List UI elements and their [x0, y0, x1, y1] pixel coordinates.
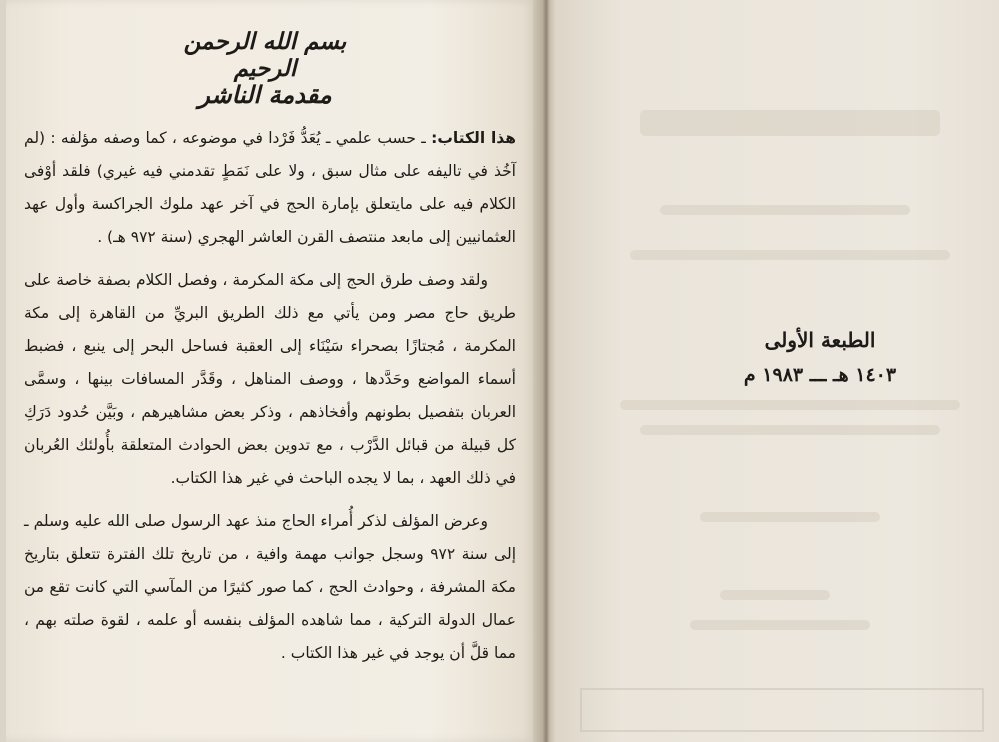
bleed-through-mark: [720, 590, 830, 600]
bleed-through-mark: [630, 250, 950, 260]
book-binding: [533, 0, 557, 742]
paragraph-3: [24, 505, 516, 670]
publisher-introduction-title: مقدمة الناشر: [198, 80, 332, 109]
introduction-body: [24, 122, 516, 680]
basmala-heading: بسم الله الرحمن الرحيم: [183, 28, 347, 82]
paragraph-2: [24, 264, 516, 495]
bleed-through-frame: [580, 688, 984, 732]
bleed-through-mark: [620, 400, 960, 410]
edition-label: الطبعة الأولى: [764, 328, 876, 352]
bleed-through-mark: [640, 110, 940, 136]
paragraph-text: وعرض المؤلف لذكر أُمراء الحاج منذ عهد الرسول صلى الله عليه وسلم ـ إلى سنة ٩٧٢ وسجل جوانب مهمة وافية ، من تاريخ تلك الفترة تتعلق بتاريخ مكة المشرفة ، وحوادث الحج ، كما صور كثيرًا من المآسي التي كانت تقع من عمال الدولة التركية ، مما شاهده المؤلف بنفسه أو علمه ، لقوة صلته بهم ، مما قلَّ أن يوجد في غير هذا الكتاب .: [24, 512, 517, 662]
bleed-through-mark: [660, 205, 910, 215]
paragraph-text: ولقد وصف طرق الحج إلى مكة المكرمة ، وفصل الكلام بصفة خاصة على طريق حاج مصر ومن يأتي مع ذلك الطريق البريِّ من القاهرة إلى مكة المكرمة ، مُجتازًا بصحراء سَيْنَاء إلى العقبة فساحل البحر إلى ينبع ، فضبط أسماء المواضع وحَدَّدها ، ووصف المناهل ، وقَدَّر المسافات بينها ، وسمَّى العربان بتفصيل بطونهم وأفخاذهم ، وذكر بعض مشاهيرهم ، وبَيَّن حُدود دَرَكِ كل قبيلة من قبائل الدَّرْب ، مع تدوين بعض الحوادث المتعلقة بأُولئك العُربان في ذلك العهد ، بما لا يجده الباحث في غير هذا الكتاب.: [24, 271, 516, 487]
paragraph-lead: هذا الكتاب:: [431, 129, 516, 147]
edition-block: [700, 322, 940, 392]
bleed-through-mark: [690, 620, 870, 630]
paragraph-1: [24, 122, 516, 254]
paragraph-text: ـ حسب علمي ـ يُعَدُّ فَرْدا في موضوعه ، كما وصفه مؤلفه : (لم آخُذ في تاليفه على مثال سبق ، ولا على نَمَطٍ تقدمني فيه غيري) فلقد أوْفى الكلام فيه على مايتعلق بإمارة الحج في آخر عهد ملوك الجراكسة وأول عهد العثمانيين إلى مابعد منتصف القرن العاشر الهجري (سنة ٩٧٢ هـ) .: [24, 129, 516, 246]
bleed-through-mark: [640, 425, 940, 435]
edition-year: ١٤٠٣ هـ ـــ ١٩٨٣ م: [743, 364, 897, 386]
bleed-through-mark: [700, 512, 880, 522]
